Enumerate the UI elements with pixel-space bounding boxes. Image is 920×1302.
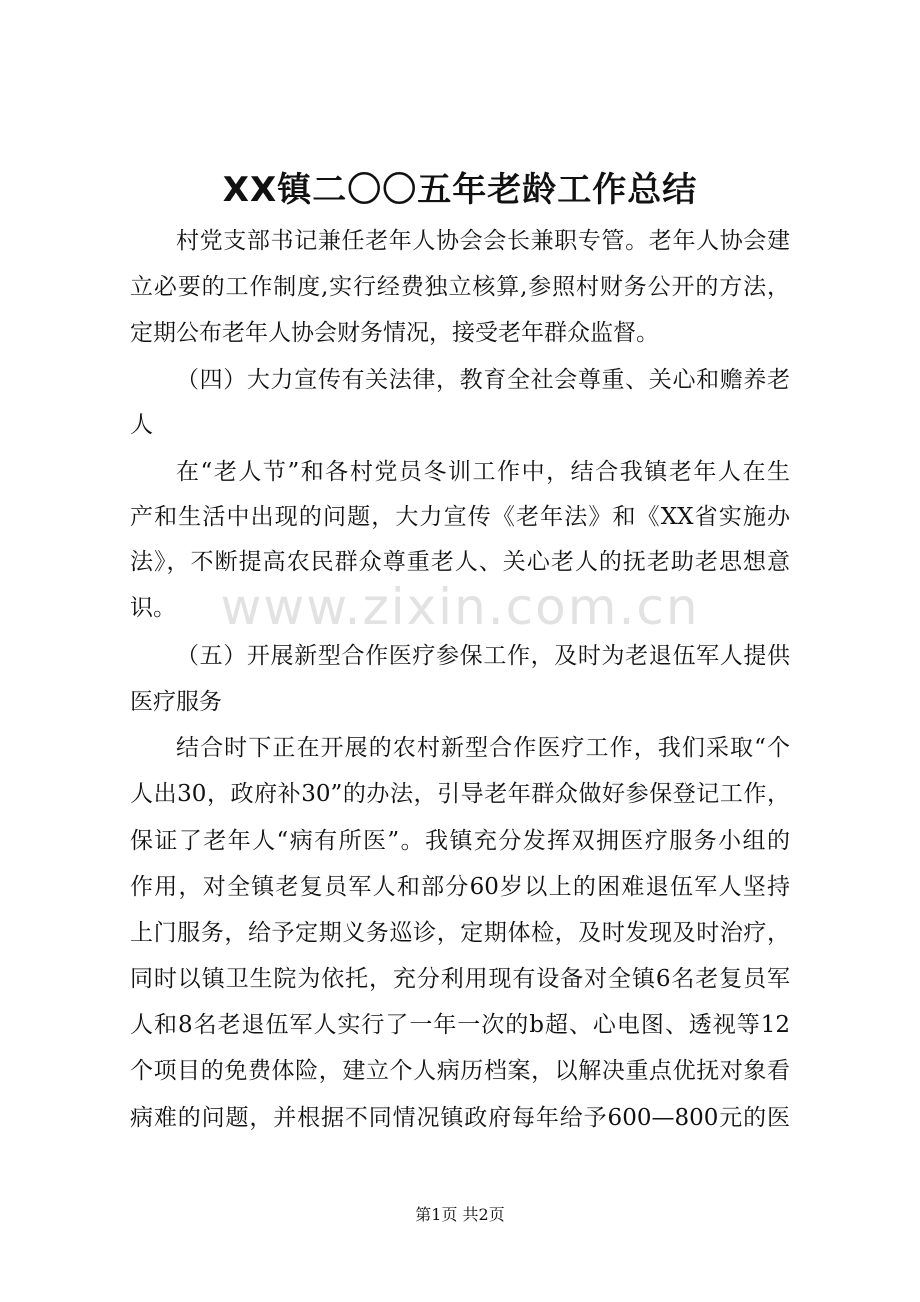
page-footer: 第1页 共2页 — [415, 1205, 505, 1224]
paragraph-line: 保证了老年人“病有所医”。我镇充分发挥双拥医疗服务小组的 — [130, 828, 790, 854]
paragraph-line: 立必要的工作制度,实行经费独立核算,参照村财务公开的方法， — [130, 274, 790, 300]
paragraph-line: 作用，对全镇老复员军人和部分60岁以上的困难退伍军人坚持 — [130, 874, 790, 900]
paragraph-line: 病难的问题，并根据不同情况镇政府每年给予600—800元的医 — [130, 1105, 790, 1131]
paragraph-line: 识。 — [130, 595, 176, 621]
paragraph-line: 在“老人节”和各村党员冬训工作中，结合我镇老年人在生 — [176, 459, 790, 485]
paragraph-line: 人和8名老退伍军人实行了一年一次的b超、心电图、透视等12 — [130, 1012, 790, 1038]
paragraph-line: 个项目的免费体险，建立个人病历档案，以解决重点优抚对象看 — [130, 1058, 790, 1084]
paragraph-line: 定期公布老年人协会财务情况，接受老年群众监督。 — [130, 320, 659, 346]
paragraph-line: 村党支部书记兼任老年人协会会长兼职专管。老年人协会建 — [176, 228, 790, 254]
paragraph-line: 产和生活中出现的问题，大力宣传《老年法》和《XX省实施办 — [130, 504, 790, 530]
section-heading-line: （五）开展新型合作医疗参保工作，及时为老退伍军人提供 — [176, 643, 790, 669]
watermark: www.zixin.com.cn — [220, 578, 700, 636]
paragraph-line: 同时以镇卫生院为依托，充分利用现有设备对全镇6名老复员军 — [130, 966, 790, 992]
paragraph-line: 上门服务，给予定期义务巡诊，定期体检，及时发现及时治疗， — [130, 920, 790, 946]
paragraph-line: 人出30，政府补30”的办法，引导老年群众做好参保登记工作， — [130, 781, 790, 807]
paragraph-line: 结合时下正在开展的农村新型合作医疗工作，我们采取“个 — [176, 735, 790, 761]
paragraph-line: 法》，不断提高农民群众尊重老人、关心老人的抚老助老思想意 — [130, 549, 790, 575]
section-heading-line: 医疗服务 — [130, 689, 222, 715]
document-title: XX镇二〇〇五年老龄工作总结 — [222, 170, 698, 210]
section-heading-line: （四）大力宣传有关法律，教育全社会尊重、关心和赡养老 — [176, 367, 790, 393]
section-heading-line: 人 — [130, 412, 153, 438]
